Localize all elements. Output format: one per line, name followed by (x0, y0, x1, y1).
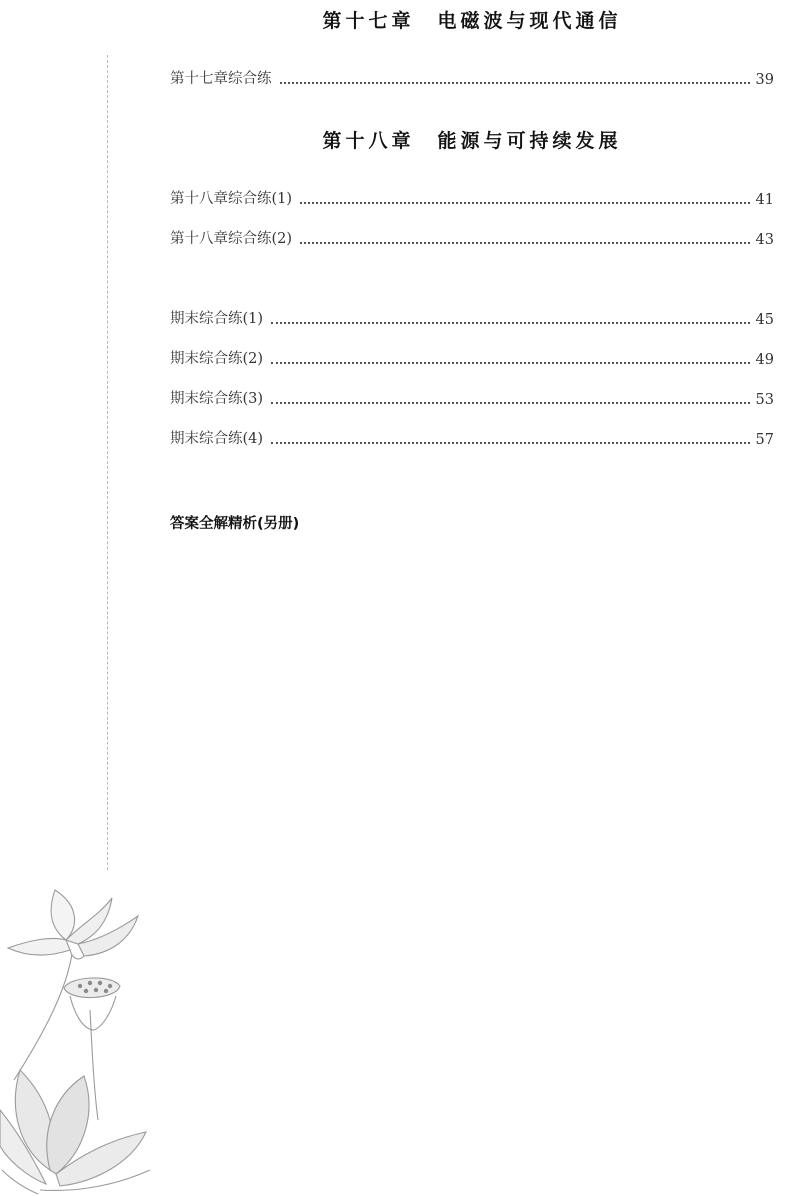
dot-leader (271, 442, 750, 444)
toc-entry-label: 期末综合练(2) (170, 351, 264, 367)
toc-entry-final-review-1[interactable] (170, 306, 774, 328)
dot-leader (271, 362, 750, 364)
toc-entry-label: 期末综合练(4) (170, 431, 264, 447)
toc-entry-final-review-3[interactable] (170, 386, 774, 408)
answer-key-note: 答案全解精析(另册) (170, 516, 300, 532)
toc-entry-final-review-2[interactable] (170, 346, 774, 368)
margin-dashed-line (107, 55, 108, 870)
dot-leader (300, 202, 750, 204)
toc-entry-page: 45 (755, 312, 774, 328)
toc-entry-page: 43 (755, 232, 774, 248)
toc-entry-page: 57 (755, 432, 774, 448)
toc-entry-final-review-4[interactable] (170, 426, 774, 448)
chapter-18-title: 第十八章 能源与可持续发展 (322, 130, 622, 152)
toc-entry-page: 39 (755, 72, 774, 88)
chapter-17-title: 第十七章 电磁波与现代通信 (322, 10, 622, 32)
dot-leader (280, 82, 750, 84)
dot-leader (300, 242, 750, 244)
toc-entry-label: 第十八章综合练(2) (170, 231, 293, 247)
toc-entry-label: 第十八章综合练(1) (170, 191, 293, 207)
toc-entry-label: 期末综合练(3) (170, 391, 264, 407)
toc-entry-page: 53 (755, 392, 774, 408)
toc-entry-label: 期末综合练(1) (170, 311, 264, 327)
dot-leader (271, 322, 750, 324)
toc-entry-label: 第十七章综合练 (170, 71, 272, 87)
toc-entry-chapter-18-review-2[interactable] (170, 226, 774, 248)
toc-entry-chapter-18-review-1[interactable] (170, 186, 774, 208)
lotus-flower-icon (0, 870, 200, 1196)
toc-entry-chapter-17-review[interactable] (170, 66, 774, 88)
toc-entry-page: 41 (755, 192, 774, 208)
toc-entry-page: 49 (755, 352, 774, 368)
dot-leader (271, 402, 750, 404)
